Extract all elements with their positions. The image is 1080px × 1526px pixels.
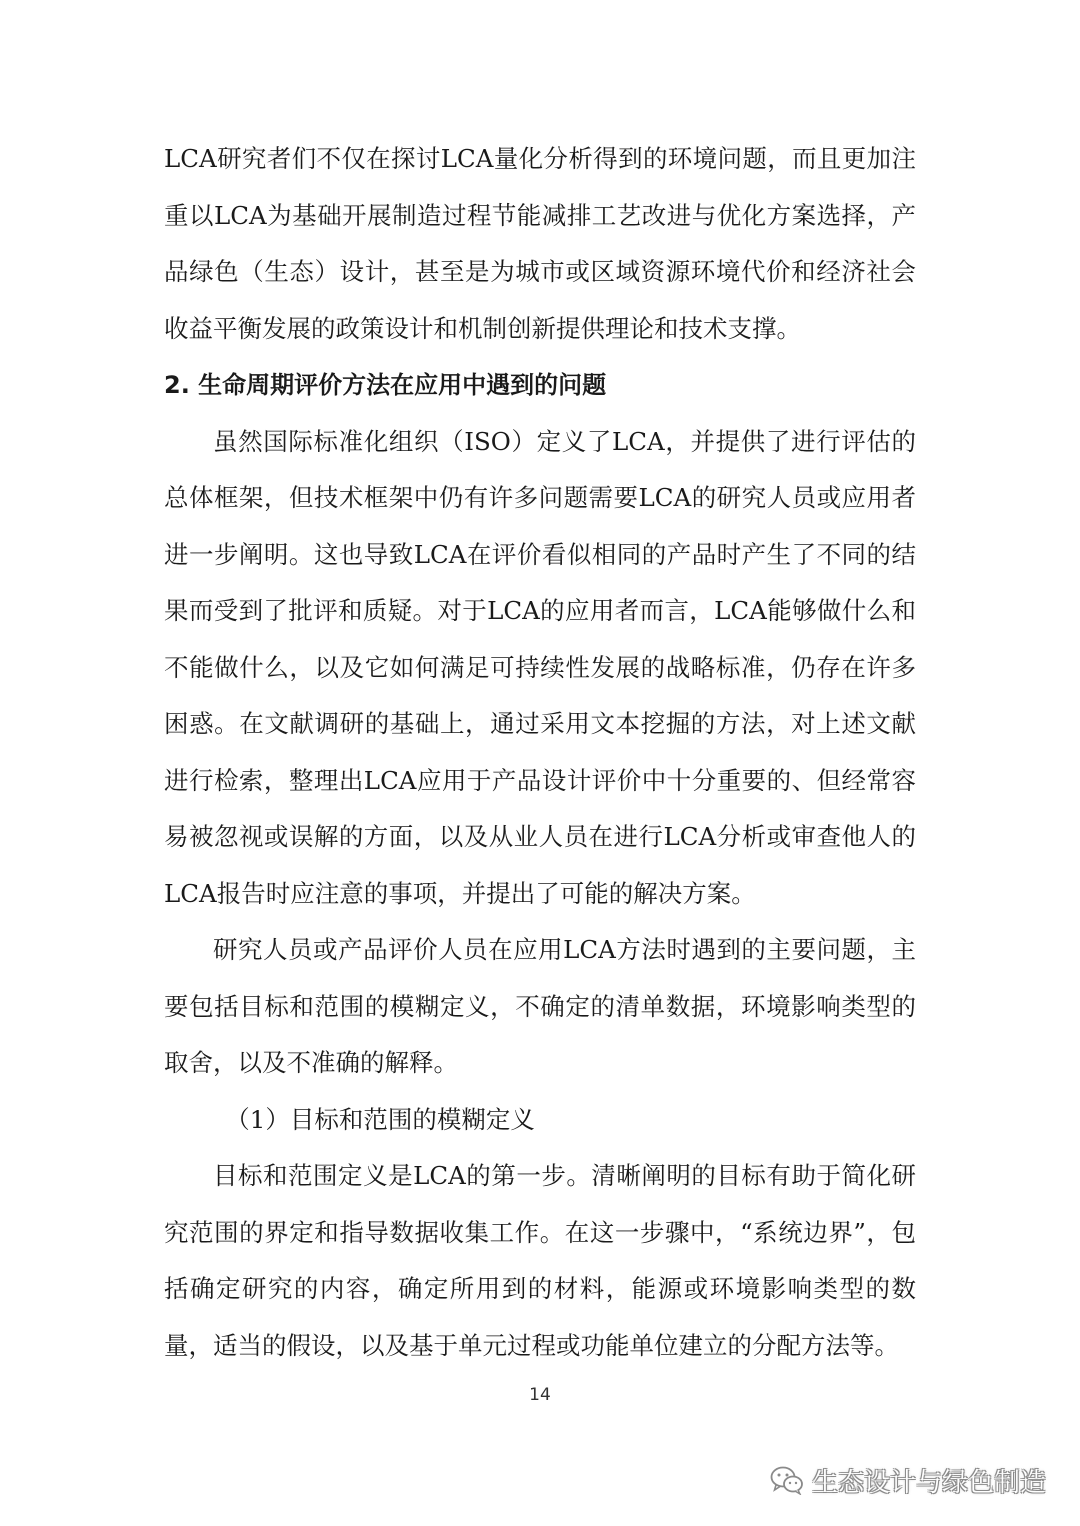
document-body xyxy=(164,131,916,1374)
section-heading: 2. 生命周期评价方法在应用中遇到的问题 xyxy=(164,371,607,399)
paragraph-iso-framework: 虽然国际标准化组织（ISO）定义了LCA，并提供了进行评估的总体框架，但技术框架中仍有许多问题需要LCA的研究人员或应用者进一步阐明。这也导致LCA在评价看似相同的产品时产生了不同的结果而受到了批评和质疑。对于LCA的应用者而言，LCA能够做什么和不能做什么，以及它如何满足可持续性发展的战略标准，仍存在许多困惑。在文献调研的基础上，通过采用文本挖掘的方法，对上述文献进行检索，整理出LCA应用于产品设计评价中十分重要的、但经常容易被忽视或误解的方面，以及从业人员在进行LCA分析或审查他人的LCA报告时应注意的事项，并提出了可能的解决方案。 xyxy=(164,426,916,908)
paragraph-lca-research: LCA研究者们不仅在探讨LCA量化分析得到的环境问题，而且更加注重以LCA为基础开展制造过程节能减排工艺改进与优化方案选择，产品绿色（生态）设计，甚至是为城市或区域资源环境代价和经济社会收益平衡发展的政策设计和机制创新提供理论和技术支撑。 xyxy=(164,144,916,343)
paragraph-main-problems: 研究人员或产品评价人员在应用LCA方法时遇到的主要问题，主要包括目标和范围的模糊定义，不确定的清单数据，环境影响类型的取舍，以及不准确的解释。 xyxy=(164,935,916,1077)
wechat-icon xyxy=(770,1465,804,1495)
watermark xyxy=(770,1460,1046,1500)
page-number: 14 xyxy=(529,1385,551,1405)
paragraph-goal-definition: 目标和范围定义是LCA的第一步。清晰阐明的目标有助于简化研究范围的界定和指导数据收集工作。在这一步骤中，“系统边界”，包括确定研究的内容，确定所用到的材料，能源或环境影响类型的数量，适当的假设，以及基于单元过程或功能单位建立的分配方法等。 xyxy=(164,1161,916,1360)
subheading-goal-scope: （1）目标和范围的模糊定义 xyxy=(225,1104,535,1134)
watermark-text: 生态设计与绿色制造 xyxy=(811,1467,1046,1498)
